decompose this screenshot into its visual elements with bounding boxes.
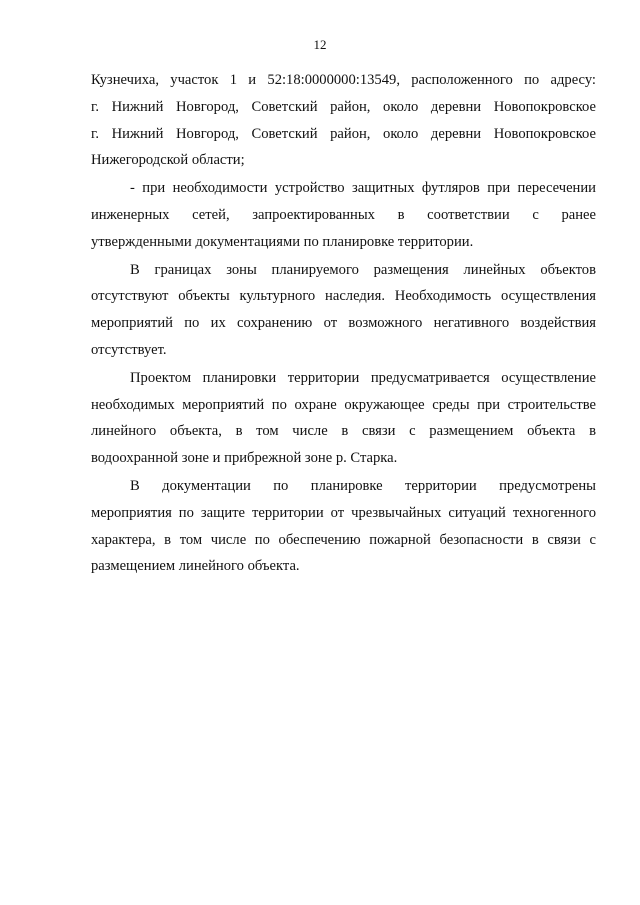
text-line: В документации по планировке территории предусмотрены	[130, 477, 596, 494]
page-number: 12	[313, 37, 327, 52]
text-line: размещением линейного объекта.	[91, 558, 300, 575]
text-line: инженерных сетей, запроектированных в соответствии с ранее	[91, 206, 596, 223]
text-line: отсутствует.	[91, 341, 167, 358]
text-line: отсутствуют объекты культурного наследия. Необходимость осуществления	[91, 288, 596, 305]
paragraph-environmental-protection	[91, 365, 596, 472]
text-line: необходимых мероприятий по охране окружающее среды при строительстве	[91, 396, 596, 413]
text-line: характера, в том числе по обеспечению пожарной безопасности в связи с	[91, 531, 596, 548]
text-line: г. Нижний Новгород, Советский район, около деревни Новопокровское	[91, 98, 596, 115]
text-line: мероприятия по защите территории от чрезвычайных ситуаций техногенного	[91, 504, 596, 521]
text-line: водоохранной зоне и прибрежной зоне р. Старка.	[91, 450, 398, 467]
paragraph-address-continuation	[91, 67, 596, 174]
text-line: Проектом планировки территории предусматривается осуществление	[130, 369, 596, 386]
paragraph-emergency-measures	[91, 473, 596, 580]
document-body	[91, 67, 596, 580]
text-line: г. Нижний Новгород, Советский район, около деревни Новопокровское	[91, 125, 596, 142]
text-line: мероприятий по их сохранению от возможного негативного воздействия	[91, 315, 596, 332]
text-line: Кузнечиха, участок 1 и 52:18:0000000:13549, расположенного по адресу:	[91, 72, 596, 88]
text-line: - при необходимости устройство защитных футляров при пересечении	[130, 180, 596, 197]
text-line: утвержденными документациями по планировке территории.	[91, 233, 474, 250]
text-line: линейного объекта, в том числе в связи с размещением объекта в	[91, 423, 596, 440]
text-line: Нижегородской области;	[91, 152, 245, 169]
text-line: В границах зоны планируемого размещения линейных объектов	[130, 261, 596, 278]
paragraph-cultural-heritage	[91, 257, 596, 364]
paragraph-protective-casings	[91, 175, 596, 255]
